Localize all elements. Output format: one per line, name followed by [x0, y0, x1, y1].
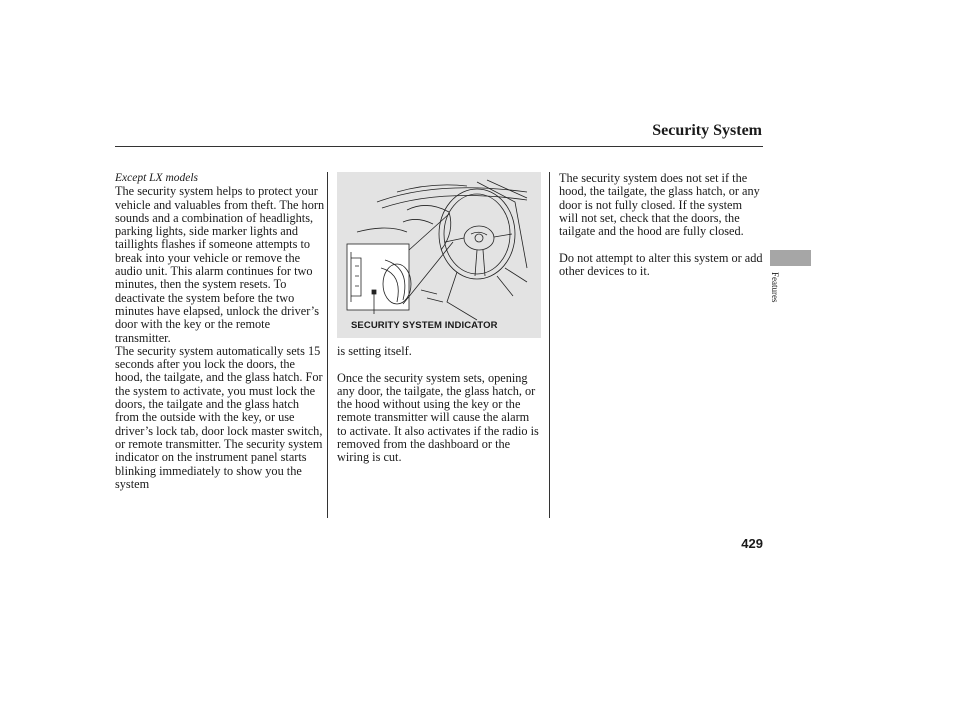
section-tab-marker	[770, 250, 811, 266]
page-number: 429	[741, 536, 763, 551]
paragraph-security-intro: The security system helps to protect your vehicle and valuables from theft. The horn sounds and a combination of headlights, parking lights, side marker lights and taillights flashes if someone attempts to break into your vehicle or remove the audio unit. This alarm continues for two minutes, then the system resets. To deactivate the system before the two minutes have elapsed, unlock the driver’s door with the key or the remote transmitter.	[115, 184, 325, 345]
section-label: Features	[770, 272, 780, 303]
figure-caption: SECURITY SYSTEM INDICATOR	[351, 320, 498, 331]
model-note: Except LX models	[115, 172, 199, 184]
column-divider-2	[549, 172, 550, 518]
title-rule	[115, 146, 763, 147]
paragraph-alarm-activation: Once the security system sets, opening any door, the tailgate, the glass hatch, or the hood without using the key or the remote transmitter will cause the alarm to activate. It also activates if the radio is removed from the dashboard or the wiring is cut.	[337, 370, 539, 465]
column-left	[115, 172, 325, 491]
dashboard-illustration	[337, 172, 541, 338]
paragraph-auto-set: The security system automatically sets 15 seconds after you lock the doors, the hood, the tailgate, and the glass hatch. For the system to activate, you must lock the doors, the tailgate and the glass hatch from the outside with the key, or use driver’s lock tab, door lock master switch, or remote transmitter. The security system indicator on the instrument panel starts blinking immediately to show you the system	[115, 343, 323, 491]
paragraph-setting-itself: is setting itself.	[337, 344, 412, 358]
dashboard-drawing	[337, 172, 541, 338]
column-right	[559, 172, 764, 278]
paragraph-not-set: The security system does not set if the hood, the tailgate, the glass hatch, or any door is not fully closed. If the system will not set, check that the doors, the tailgate and the hood are fully closed.	[559, 171, 760, 239]
column-middle	[337, 345, 541, 465]
page-title: Security System	[652, 122, 762, 139]
column-divider-1	[327, 172, 328, 518]
paragraph-do-not-alter: Do not attempt to alter this system or add other devices to it.	[559, 250, 763, 279]
